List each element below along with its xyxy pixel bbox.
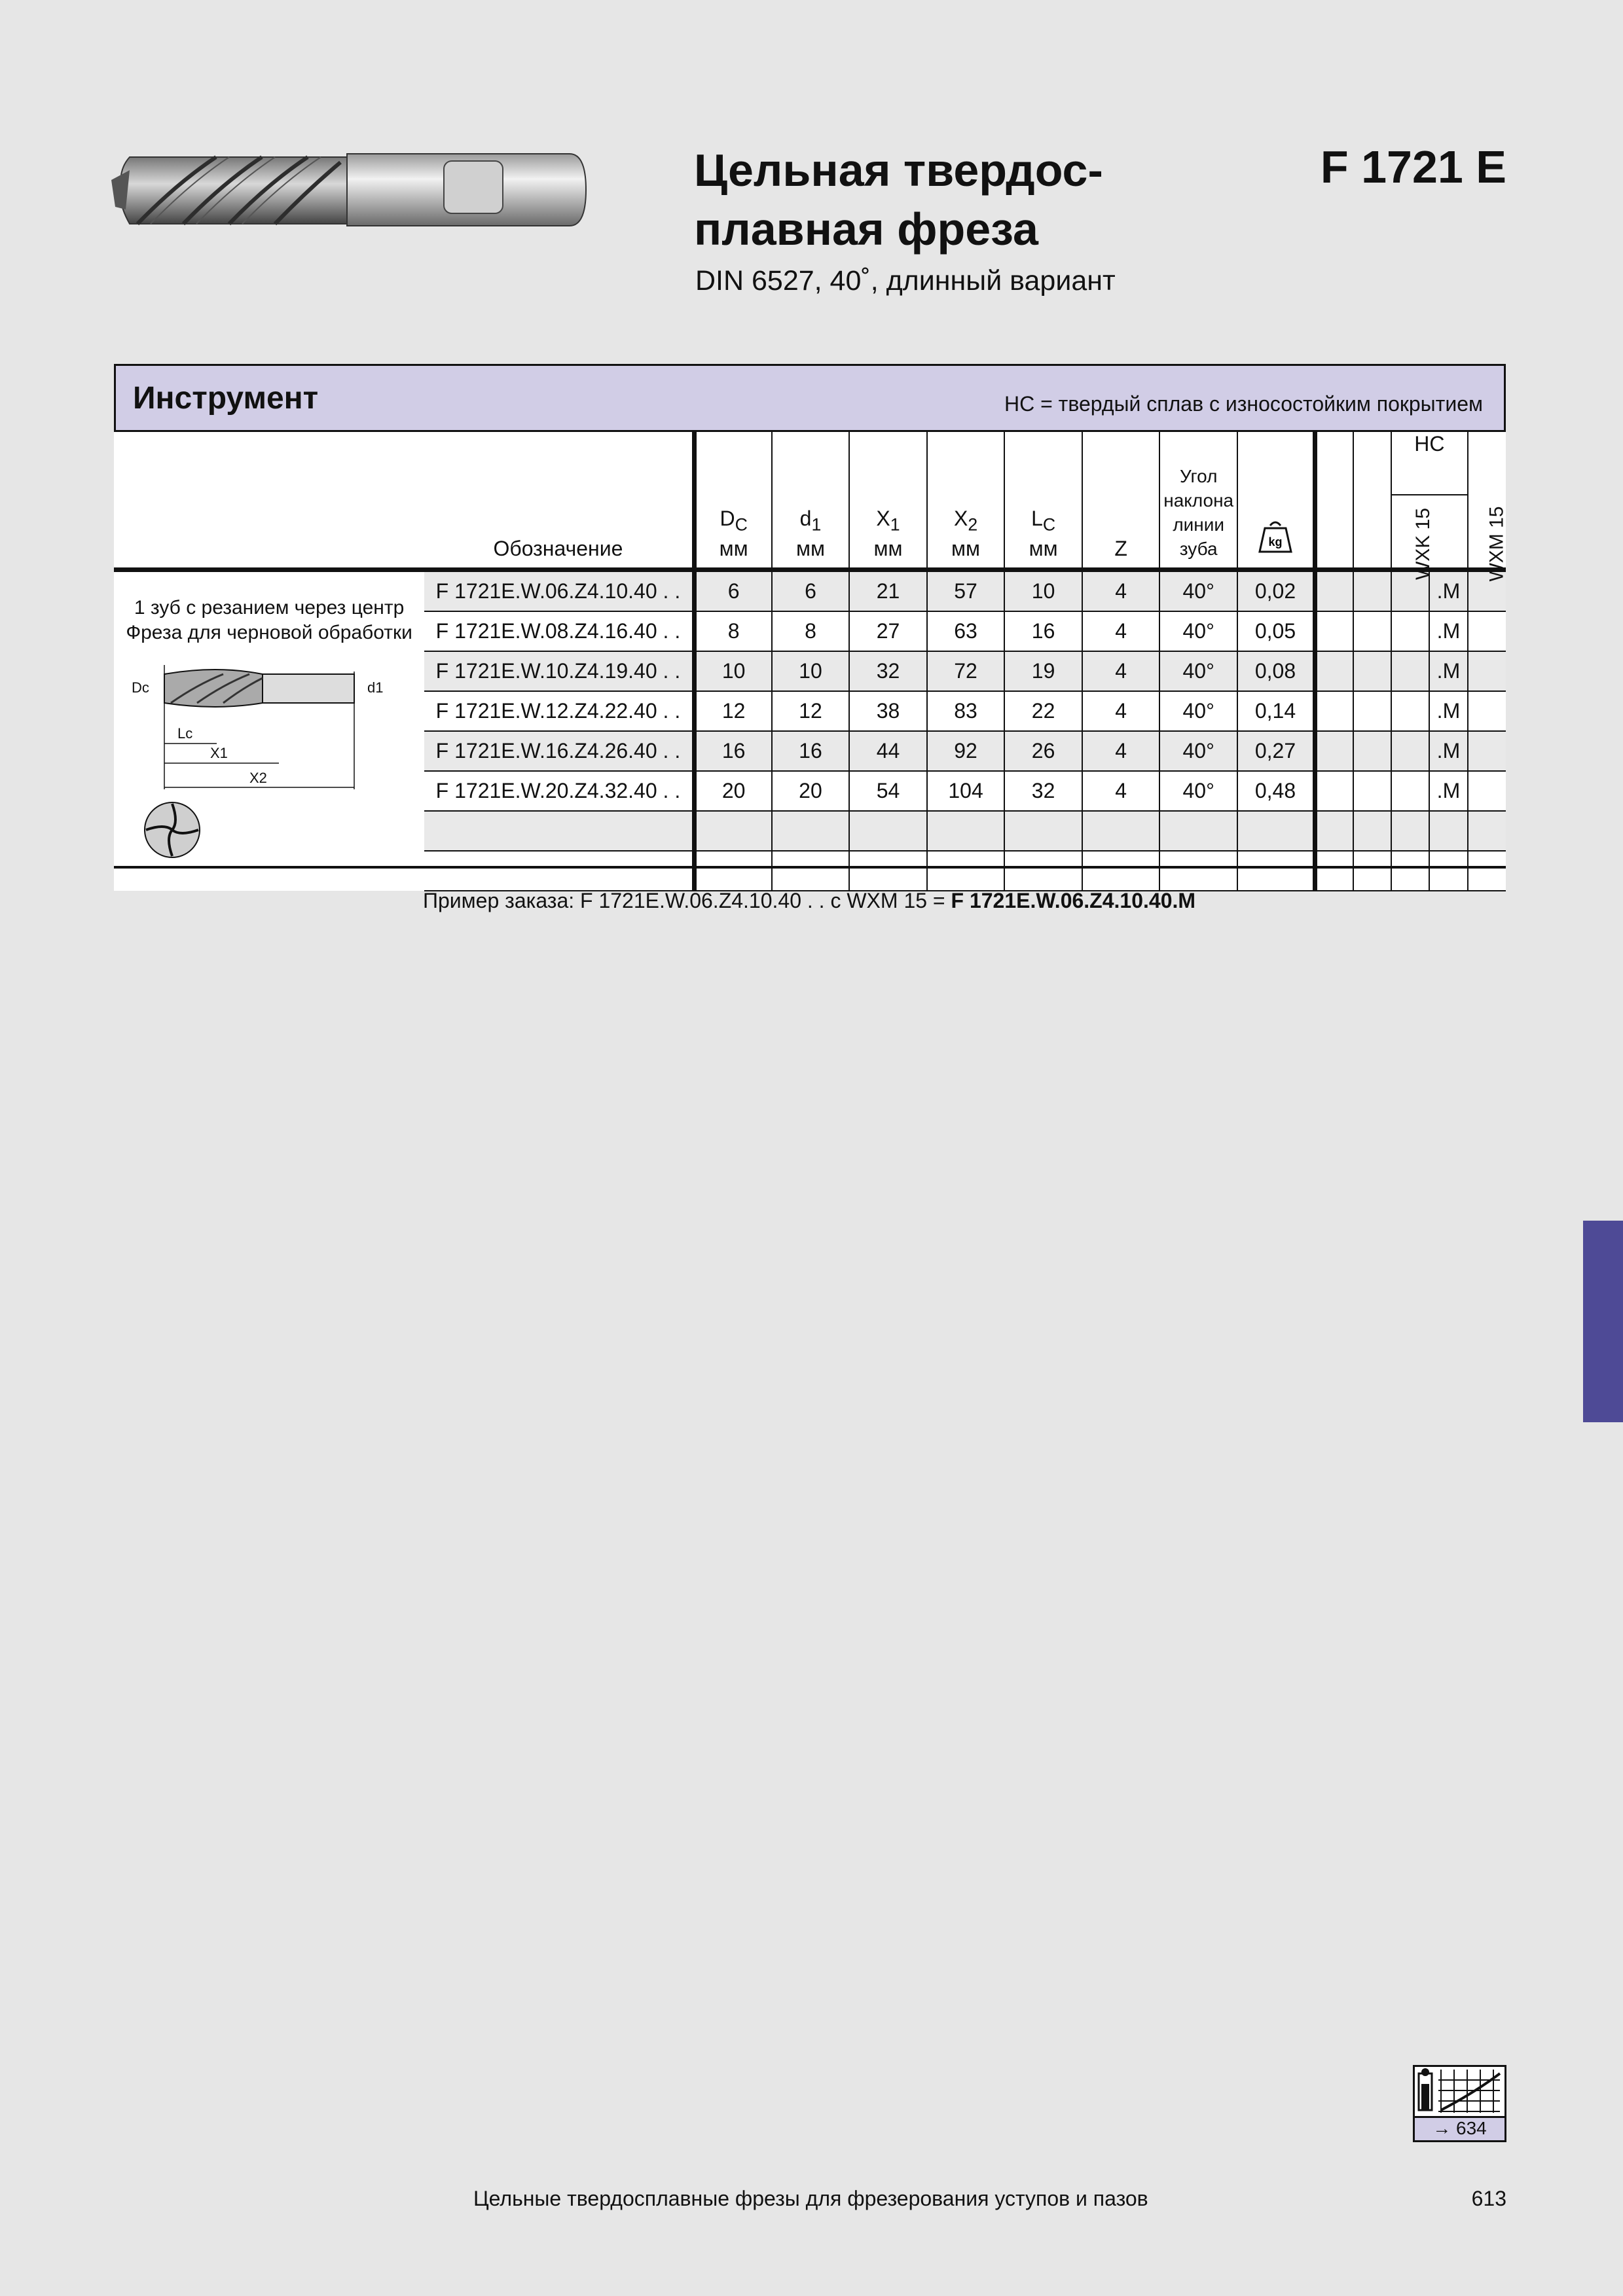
blank-cell	[1315, 651, 1353, 691]
weight-cell: 0,08	[1237, 651, 1315, 691]
empty-cell	[694, 811, 772, 851]
empty-cell	[1315, 851, 1353, 891]
header-designation: Обозначение	[493, 537, 623, 560]
designation-cell: F 1721E.W.12.Z4.22.40 . .	[424, 691, 694, 731]
wxm15-cell: .M	[1429, 691, 1467, 731]
blank-cell	[1353, 570, 1391, 612]
dc-cell: 12	[694, 691, 772, 731]
blank-cell	[1353, 611, 1391, 651]
blank-cell	[1468, 731, 1506, 771]
header-blank-a	[1315, 432, 1353, 570]
blank-cell	[1468, 771, 1506, 811]
svg-text:kg: kg	[1268, 535, 1283, 548]
wxk15-cell	[1391, 651, 1429, 691]
d1-cell: 8	[772, 611, 850, 651]
d1-cell: 6	[772, 570, 850, 612]
x2-cell: 92	[927, 731, 1005, 771]
product-code: F 1721 E	[1320, 141, 1506, 192]
wxm15-cell: .M	[1429, 611, 1467, 651]
blank-cell	[1468, 611, 1506, 651]
x1-cell: 21	[849, 570, 927, 612]
empty-cell	[1004, 851, 1082, 891]
lc-cell: 22	[1004, 691, 1082, 731]
angle-cell: 40°	[1159, 771, 1237, 811]
empty-cell	[424, 811, 694, 851]
wxk15-cell	[1391, 731, 1429, 771]
empty-cell	[1429, 851, 1467, 891]
dimension-drawing	[132, 652, 407, 861]
wxk15-cell	[1391, 771, 1429, 811]
empty-cell	[1237, 851, 1315, 891]
designation-cell: F 1721E.W.08.Z4.16.40 . .	[424, 611, 694, 651]
dc-cell: 20	[694, 771, 772, 811]
blank-cell	[1353, 651, 1391, 691]
wxk15-cell	[1391, 611, 1429, 651]
milling-cutter-image	[111, 144, 589, 236]
empty-cell	[1468, 811, 1506, 851]
order-example-result: F 1721E.W.06.Z4.10.40.M	[951, 889, 1196, 912]
designation-cell: F 1721E.W.06.Z4.10.40 . .	[424, 570, 694, 612]
x1-cell: 27	[849, 611, 927, 651]
angle-cell: 40°	[1159, 731, 1237, 771]
z-cell: 4	[1082, 570, 1160, 612]
info-icon	[1415, 2067, 1504, 2118]
section-title: Инструмент	[133, 381, 319, 416]
header-weight	[1237, 432, 1315, 570]
empty-cell	[1159, 851, 1237, 891]
weight-icon	[1256, 516, 1295, 556]
z-cell: 4	[1082, 731, 1160, 771]
weight-cell: 0,05	[1237, 611, 1315, 651]
empty-cell	[1237, 811, 1315, 851]
info-page-reference[interactable]: → 634	[1415, 2116, 1504, 2140]
x2-cell: 72	[927, 651, 1005, 691]
d1-cell: 10	[772, 651, 850, 691]
header-x2: $X_2$ мм	[927, 432, 1005, 570]
lc-cell: 32	[1004, 771, 1082, 811]
empty-cell	[1391, 811, 1429, 851]
wxm15-cell: .M	[1429, 651, 1467, 691]
x2-cell: 104	[927, 771, 1005, 811]
lc-cell: 16	[1004, 611, 1082, 651]
lc-cell: 19	[1004, 651, 1082, 691]
header-x1: $X_1$ мм	[849, 432, 927, 570]
blank-cell	[1353, 731, 1391, 771]
table-bottom-rule	[114, 866, 1506, 869]
weight-cell: 0,27	[1237, 731, 1315, 771]
header-blank	[114, 432, 424, 570]
x1-cell: 38	[849, 691, 927, 731]
z-cell: 4	[1082, 771, 1160, 811]
tool-description-line1: 1 зуб с резанием через центр	[134, 596, 405, 619]
empty-cell	[1353, 811, 1391, 851]
order-example	[423, 889, 1195, 913]
section-header-bar	[114, 364, 1506, 432]
lc-cell: 10	[1004, 570, 1082, 612]
wxk15-cell	[1391, 691, 1429, 731]
blank-cell	[1315, 611, 1353, 651]
z-cell: 4	[1082, 651, 1160, 691]
wxm15-cell: .M	[1429, 731, 1467, 771]
x2-cell: 83	[927, 691, 1005, 731]
empty-cell	[1353, 851, 1391, 891]
table-row	[114, 570, 1506, 612]
blank-cell	[1353, 771, 1391, 811]
header-wxm15: WXM 15	[1486, 506, 1508, 582]
info-reference-box[interactable]	[1413, 2065, 1506, 2142]
blank-cell	[1315, 570, 1353, 612]
empty-cell	[1082, 851, 1160, 891]
empty-cell	[1391, 851, 1429, 891]
order-example-prefix: Пример заказа: F 1721E.W.06.Z4.10.40 . . с WXM 15 =	[423, 889, 951, 912]
d1-cell: 20	[772, 771, 850, 811]
dc-cell: 8	[694, 611, 772, 651]
empty-cell	[927, 811, 1005, 851]
header-lc: $L_C$ мм	[1004, 432, 1082, 570]
header-dc: $D_C$ мм	[694, 432, 772, 570]
header-hc: HC	[1414, 432, 1445, 456]
empty-cell	[1082, 811, 1160, 851]
dc-cell: 6	[694, 570, 772, 612]
empty-cell	[424, 851, 694, 891]
chapter-side-tab[interactable]	[1583, 1221, 1623, 1422]
blank-cell	[1315, 731, 1353, 771]
svg-text:Lc: Lc	[177, 725, 193, 742]
blank-cell	[1315, 771, 1353, 811]
x1-cell: 54	[849, 771, 927, 811]
empty-cell	[772, 851, 850, 891]
x1-cell: 32	[849, 651, 927, 691]
empty-cell	[1315, 811, 1353, 851]
d1-cell: 12	[772, 691, 850, 731]
empty-cell	[1468, 851, 1506, 891]
dc-cell: 16	[694, 731, 772, 771]
header-z: Z	[1082, 432, 1160, 570]
section-note: HC = твердый сплав с износостойким покрытием	[1004, 392, 1483, 416]
blank-cell	[1468, 691, 1506, 731]
empty-cell	[1159, 811, 1237, 851]
svg-text:X2: X2	[249, 769, 268, 786]
designation-cell: F 1721E.W.16.Z4.26.40 . .	[424, 731, 694, 771]
angle-cell: 40°	[1159, 651, 1237, 691]
header-hc-group	[1391, 432, 1508, 582]
wxm15-cell: .M	[1429, 771, 1467, 811]
svg-text:X1: X1	[210, 744, 228, 761]
header-wxk15: WXK 15	[1412, 507, 1434, 581]
product-subtitle: DIN 6527, 40˚, длинный вариант	[695, 265, 1116, 296]
lc-cell: 26	[1004, 731, 1082, 771]
dc-cell: 10	[694, 651, 772, 691]
z-cell: 4	[1082, 691, 1160, 731]
x2-cell: 63	[927, 611, 1005, 651]
svg-text:Dc: Dc	[132, 679, 149, 696]
z-cell: 4	[1082, 611, 1160, 651]
weight-cell: 0,14	[1237, 691, 1315, 731]
svg-text:d1: d1	[367, 679, 384, 696]
angle-cell: 40°	[1159, 570, 1237, 612]
blank-cell	[1468, 651, 1506, 691]
empty-cell	[849, 851, 927, 891]
empty-cell	[1429, 811, 1467, 851]
x2-cell: 57	[927, 570, 1005, 612]
tool-table	[114, 432, 1506, 891]
empty-cell	[1004, 811, 1082, 851]
wxm15-cell: .M	[1429, 570, 1467, 612]
x1-cell: 44	[849, 731, 927, 771]
angle-cell: 40°	[1159, 691, 1237, 731]
blank-cell	[1315, 691, 1353, 731]
d1-cell: 16	[772, 731, 850, 771]
header-blank-b	[1353, 432, 1391, 570]
empty-cell	[927, 851, 1005, 891]
footer-text: Цельные твердосплавные фрезы для фрезерования уступов и пазов	[473, 2187, 1148, 2210]
page-number: 613	[1471, 2187, 1506, 2210]
tool-description-line2: Фреза для черновой обработки	[126, 621, 412, 643]
weight-cell: 0,48	[1237, 771, 1315, 811]
header-helix-angle: Угол наклона линии зуба	[1159, 432, 1237, 570]
blank-cell	[1353, 691, 1391, 731]
designation-cell: F 1721E.W.20.Z4.32.40 . .	[424, 771, 694, 811]
empty-cell	[849, 811, 927, 851]
designation-cell: F 1721E.W.10.Z4.19.40 . .	[424, 651, 694, 691]
header-d1: $d_1$ мм	[772, 432, 850, 570]
product-title: Цельная твердос- плавная фреза	[694, 145, 1103, 255]
angle-cell: 40°	[1159, 611, 1237, 651]
tool-description-cell	[114, 570, 424, 891]
empty-cell	[694, 851, 772, 891]
empty-cell	[772, 811, 850, 851]
weight-cell: 0,02	[1237, 570, 1315, 612]
